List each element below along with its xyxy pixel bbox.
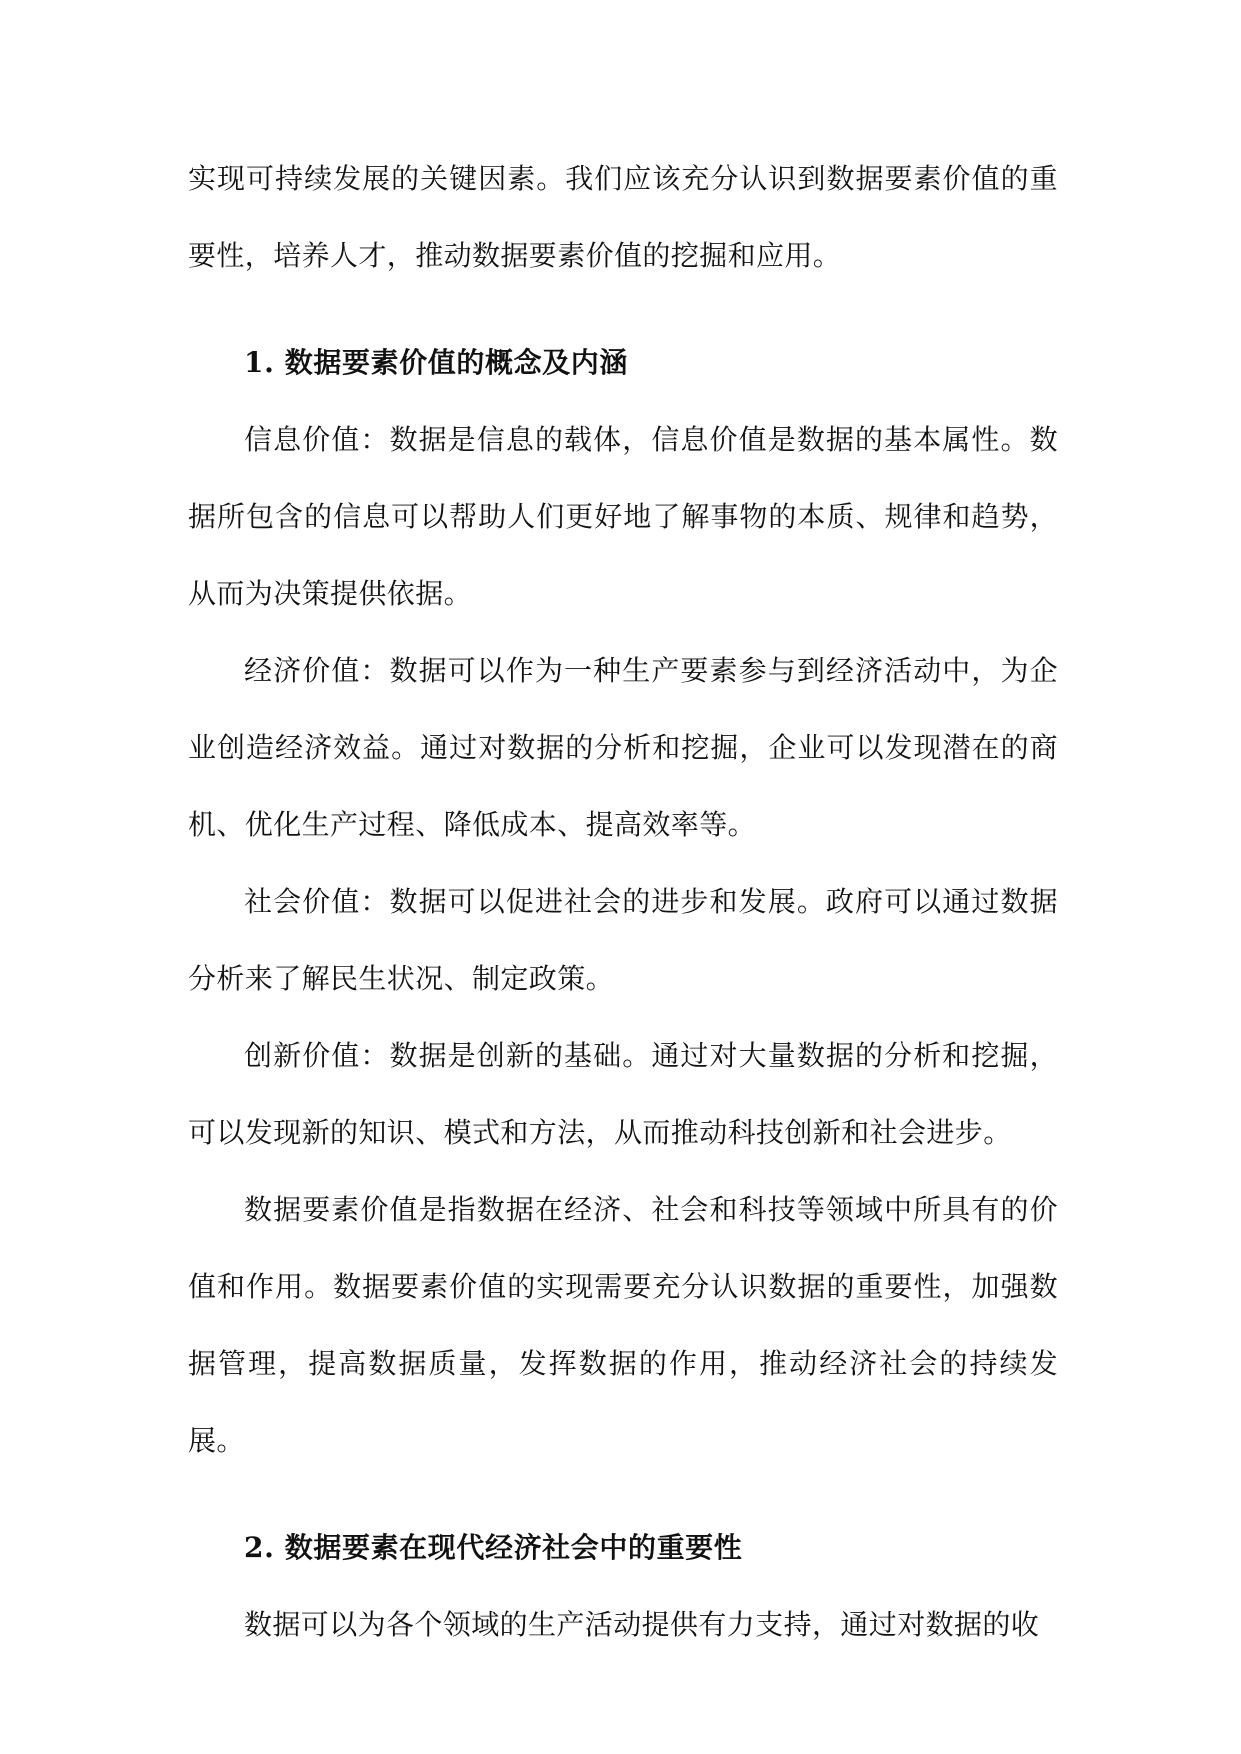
intro-paragraph: 实现可持续发展的关键因素。我们应该充分认识到数据要素价值的重要性，培养人才，推动数据要素价值的挖掘和应用。: [188, 162, 1058, 272]
section-1-paragraph-info-value: 信息价值：数据是信息的载体，信息价值是数据的基本属性。数据所包含的信息可以帮助人们更好地了解事物的本质、规律和趋势，从而为决策提供依据。: [188, 423, 1058, 610]
section-2-paragraph-support: 数据可以为各个领域的生产活动提供有力支持，通过对数据的收: [244, 1608, 1040, 1641]
section-1-paragraph-economic-value: 经济价值：数据可以作为一种生产要素参与到经济活动中，为企业创造经济效益。通过对数据的分析和挖掘，企业可以发现潜在的商机、优化生产过程、降低成本、提高效率等。: [188, 654, 1058, 841]
section-1-paragraph-innovation-value: 创新价值：数据是创新的基础。通过对大量数据的分析和挖掘，可以发现新的知识、模式和方法，从而推动科技创新和社会进步。: [188, 1039, 1058, 1149]
section-1-paragraph-definition: 数据要素价值是指数据在经济、社会和科技等领域中所具有的价值和作用。数据要素价值的实现需要充分认识数据的重要性，加强数据管理，提高数据质量，发挥数据的作用，推动经济社会的持续发展。: [188, 1193, 1058, 1457]
section-1-heading: 1. 数据要素价值的概念及内涵: [244, 346, 628, 379]
document-body: [188, 140, 1058, 1663]
section-1-paragraph-social-value: 社会价值：数据可以促进社会的进步和发展。政府可以通过数据分析来了解民生状况、制定政策。: [188, 885, 1058, 995]
section-2-heading: 2. 数据要素在现代经济社会中的重要性: [244, 1531, 743, 1564]
